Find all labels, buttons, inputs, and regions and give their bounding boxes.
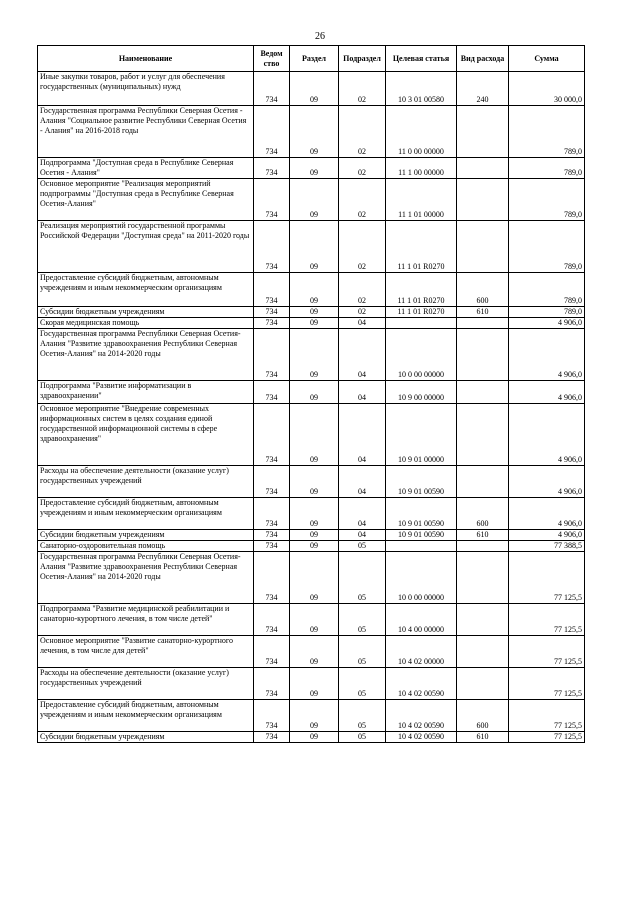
table-cell-name: Субсидии бюджетным учреждениям xyxy=(38,307,254,318)
table-cell-target: 11 1 00 00000 xyxy=(386,158,457,179)
table-cell-razdel: 09 xyxy=(290,541,339,552)
table-cell-vid xyxy=(457,318,509,329)
table-cell-podrazdel: 04 xyxy=(339,498,386,530)
table-cell-sum: 77 125,5 xyxy=(509,604,585,636)
table-cell-razdel: 09 xyxy=(290,604,339,636)
table-cell-sum: 77 125,5 xyxy=(509,636,585,668)
table-row xyxy=(38,541,585,552)
table-cell-target: 10 4 02 00590 xyxy=(386,732,457,743)
table-cell-vid: 610 xyxy=(457,732,509,743)
table-cell-podrazdel: 05 xyxy=(339,636,386,668)
table-cell-name: Подпрограмма "Доступная среда в Республике Северная Осетия - Алания" xyxy=(38,158,254,179)
table-cell-name: Санаторно-оздоровительная помощь xyxy=(38,541,254,552)
table-cell-podrazdel: 04 xyxy=(339,318,386,329)
table-row xyxy=(38,106,585,158)
table-cell-sum: 789,0 xyxy=(509,179,585,221)
table-cell-vedomstvo: 734 xyxy=(254,700,290,732)
table-cell-podrazdel: 04 xyxy=(339,404,386,466)
table-cell-vid xyxy=(457,552,509,604)
table-cell-vedomstvo: 734 xyxy=(254,106,290,158)
table-cell-vid xyxy=(457,636,509,668)
table-cell-sum: 4 906,0 xyxy=(509,404,585,466)
table-cell-sum: 789,0 xyxy=(509,273,585,307)
table-cell-sum: 789,0 xyxy=(509,307,585,318)
table-cell-name: Основное мероприятие "Развитие санаторно-курортного лечения, в том числе для детей" xyxy=(38,636,254,668)
header-row xyxy=(38,46,585,72)
table-cell-name: Государственная программа Республики Северная Осетия-Алания "Развитие здравоохранения Республики Северная Осетия-Алания" на 2014-2020 годы xyxy=(38,329,254,381)
table-cell-vid xyxy=(457,221,509,273)
table-row xyxy=(38,179,585,221)
table-cell-sum: 789,0 xyxy=(509,221,585,273)
table-cell-target: 11 1 01 R0270 xyxy=(386,307,457,318)
table-row xyxy=(38,604,585,636)
table-row xyxy=(38,498,585,530)
table-cell-sum: 77 125,5 xyxy=(509,700,585,732)
table-cell-razdel: 09 xyxy=(290,668,339,700)
table-row xyxy=(38,732,585,743)
table-cell-razdel: 09 xyxy=(290,329,339,381)
table-cell-target: 10 4 00 00000 xyxy=(386,604,457,636)
table-cell-vid xyxy=(457,404,509,466)
table-cell-target: 10 3 01 00580 xyxy=(386,72,457,106)
table-cell-vid: 610 xyxy=(457,307,509,318)
table-cell-sum: 77 125,5 xyxy=(509,732,585,743)
table-cell-podrazdel: 02 xyxy=(339,106,386,158)
table-cell-vid xyxy=(457,604,509,636)
table-cell-razdel: 09 xyxy=(290,498,339,530)
table-cell-vedomstvo: 734 xyxy=(254,307,290,318)
table-row xyxy=(38,700,585,732)
table-cell-target xyxy=(386,541,457,552)
table-cell-razdel: 09 xyxy=(290,732,339,743)
table-cell-vedomstvo: 734 xyxy=(254,530,290,541)
table-cell-razdel: 09 xyxy=(290,318,339,329)
table-cell-sum: 4 906,0 xyxy=(509,329,585,381)
table-cell-sum: 4 906,0 xyxy=(509,381,585,404)
table-cell-name: Предоставление субсидий бюджетным, автономным учреждениям и иным некоммерческим организациям xyxy=(38,273,254,307)
table-cell-vid: 610 xyxy=(457,530,509,541)
table-cell-vedomstvo: 734 xyxy=(254,541,290,552)
header-razdel: Раздел xyxy=(290,46,339,72)
table-cell-target: 11 0 00 00000 xyxy=(386,106,457,158)
table-body xyxy=(38,72,585,743)
table-row xyxy=(38,381,585,404)
table-cell-target: 10 4 02 00590 xyxy=(386,668,457,700)
table-cell-vedomstvo: 734 xyxy=(254,158,290,179)
table-cell-razdel: 09 xyxy=(290,466,339,498)
table-cell-podrazdel: 02 xyxy=(339,273,386,307)
table-cell-podrazdel: 05 xyxy=(339,732,386,743)
table-cell-razdel: 09 xyxy=(290,404,339,466)
table-cell-razdel: 09 xyxy=(290,307,339,318)
table-cell-razdel: 09 xyxy=(290,636,339,668)
table-cell-sum: 77 125,5 xyxy=(509,668,585,700)
table-cell-sum: 77 125,5 xyxy=(509,552,585,604)
table-cell-name: Подпрограмма "Развитие информатизации в здравоохранении" xyxy=(38,381,254,404)
table-cell-target: 11 1 01 00000 xyxy=(386,179,457,221)
table-cell-razdel: 09 xyxy=(290,72,339,106)
table-cell-target: 10 4 02 00000 xyxy=(386,636,457,668)
table-cell-vid xyxy=(457,668,509,700)
table-cell-sum: 789,0 xyxy=(509,106,585,158)
table-cell-name: Расходы на обеспечение деятельности (оказание услуг) государственных учреждений xyxy=(38,466,254,498)
table-cell-vid: 600 xyxy=(457,273,509,307)
table-cell-name: Государственная программа Республики Северная Осетия - Алания "Социальное развитие Республики Северная Осетия - Алания" на 2016-2018 годы xyxy=(38,106,254,158)
table-cell-target: 10 9 00 00000 xyxy=(386,381,457,404)
table-cell-sum: 4 906,0 xyxy=(509,498,585,530)
table-cell-podrazdel: 02 xyxy=(339,179,386,221)
table-cell-vedomstvo: 734 xyxy=(254,318,290,329)
table-row xyxy=(38,530,585,541)
table-cell-podrazdel: 04 xyxy=(339,329,386,381)
table-cell-target: 10 0 00 00000 xyxy=(386,552,457,604)
table-cell-name: Иные закупки товаров, работ и услуг для обеспечения государственных (муниципальных) нужд xyxy=(38,72,254,106)
table-cell-razdel: 09 xyxy=(290,552,339,604)
table-cell-name: Предоставление субсидий бюджетным, автономным учреждениям и иным некоммерческим организациям xyxy=(38,498,254,530)
table-cell-vedomstvo: 734 xyxy=(254,668,290,700)
table-cell-sum: 4 906,0 xyxy=(509,466,585,498)
table-cell-name: Субсидии бюджетным учреждениям xyxy=(38,732,254,743)
table-row xyxy=(38,72,585,106)
table-cell-target: 10 9 01 00590 xyxy=(386,498,457,530)
page-number: 26 xyxy=(315,31,325,42)
table-row xyxy=(38,466,585,498)
header-podrazdel: Подраздел xyxy=(339,46,386,72)
table-cell-vedomstvo: 734 xyxy=(254,329,290,381)
table-row xyxy=(38,221,585,273)
budget-table xyxy=(37,45,585,743)
table-cell-target: 10 4 02 00590 xyxy=(386,700,457,732)
table-cell-name: Предоставление субсидий бюджетным, автономным учреждениям и иным некоммерческим организациям xyxy=(38,700,254,732)
table-cell-vedomstvo: 734 xyxy=(254,552,290,604)
table-cell-vid xyxy=(457,106,509,158)
table-cell-name: Реализация мероприятий государственной программы Российской Федерации "Доступная среда" на 2011-2020 годы xyxy=(38,221,254,273)
table-cell-podrazdel: 04 xyxy=(339,466,386,498)
table-row xyxy=(38,636,585,668)
table-row xyxy=(38,404,585,466)
table-cell-name: Основное мероприятие "Внедрение современных информационных систем в целях создания единой государственной информационной системы в сфере здравоохранения" xyxy=(38,404,254,466)
table-cell-vid xyxy=(457,466,509,498)
table-cell-name: Основное мероприятие "Реализация мероприятий подпрограммы "Доступная среда в Республике Северная Осетия-Алания" xyxy=(38,179,254,221)
table-cell-podrazdel: 04 xyxy=(339,381,386,404)
table-cell-sum: 77 388,5 xyxy=(509,541,585,552)
table-cell-podrazdel: 04 xyxy=(339,530,386,541)
table-cell-podrazdel: 05 xyxy=(339,552,386,604)
table-row xyxy=(38,329,585,381)
table-cell-target: 10 9 01 00000 xyxy=(386,404,457,466)
table-row xyxy=(38,273,585,307)
table-cell-vid xyxy=(457,541,509,552)
table-cell-name: Подпрограмма "Развитие медицинской реабилитации и санаторно-курортного лечения, в том числе детей" xyxy=(38,604,254,636)
table-cell-vedomstvo: 734 xyxy=(254,636,290,668)
table-cell-podrazdel: 02 xyxy=(339,72,386,106)
header-vid: Вид расхода xyxy=(457,46,509,72)
table-cell-sum: 4 906,0 xyxy=(509,530,585,541)
table-cell-vedomstvo: 734 xyxy=(254,179,290,221)
table-cell-razdel: 09 xyxy=(290,158,339,179)
table-cell-name: Скорая медицинская помощь xyxy=(38,318,254,329)
table-cell-podrazdel: 02 xyxy=(339,158,386,179)
table-cell-vedomstvo: 734 xyxy=(254,221,290,273)
table-cell-razdel: 09 xyxy=(290,106,339,158)
table-row xyxy=(38,668,585,700)
table-cell-vedomstvo: 734 xyxy=(254,466,290,498)
table-cell-razdel: 09 xyxy=(290,273,339,307)
table-cell-vedomstvo: 734 xyxy=(254,72,290,106)
table-cell-sum: 789,0 xyxy=(509,158,585,179)
table-cell-razdel: 09 xyxy=(290,179,339,221)
table-cell-razdel: 09 xyxy=(290,381,339,404)
table-cell-target xyxy=(386,318,457,329)
table-row xyxy=(38,318,585,329)
table-cell-vid xyxy=(457,158,509,179)
table-cell-name: Расходы на обеспечение деятельности (оказание услуг) государственных учреждений xyxy=(38,668,254,700)
table-row xyxy=(38,307,585,318)
header-name: Наименование xyxy=(38,46,254,72)
table-cell-name: Субсидии бюджетным учреждениям xyxy=(38,530,254,541)
table-cell-target: 10 0 00 00000 xyxy=(386,329,457,381)
table-cell-vid xyxy=(457,179,509,221)
table-cell-name: Государственная программа Республики Северная Осетия-Алания "Развитие здравоохранения Республики Северная Осетия-Алания" на 2014-2020 годы xyxy=(38,552,254,604)
table-cell-target: 10 9 01 00590 xyxy=(386,530,457,541)
table-cell-vid xyxy=(457,381,509,404)
table-cell-podrazdel: 05 xyxy=(339,541,386,552)
table-cell-vid: 600 xyxy=(457,700,509,732)
table-cell-vid xyxy=(457,329,509,381)
table-cell-vedomstvo: 734 xyxy=(254,381,290,404)
table-cell-razdel: 09 xyxy=(290,221,339,273)
table-cell-target: 11 1 01 R0270 xyxy=(386,273,457,307)
table-cell-vedomstvo: 734 xyxy=(254,498,290,530)
table-cell-podrazdel: 05 xyxy=(339,668,386,700)
header-summa: Сумма xyxy=(509,46,585,72)
table-cell-vid: 600 xyxy=(457,498,509,530)
table-cell-target: 11 1 01 R0270 xyxy=(386,221,457,273)
table-row xyxy=(38,552,585,604)
table-row xyxy=(38,158,585,179)
table-cell-razdel: 09 xyxy=(290,530,339,541)
table-cell-podrazdel: 05 xyxy=(339,700,386,732)
table-cell-vedomstvo: 734 xyxy=(254,273,290,307)
table-cell-vedomstvo: 734 xyxy=(254,732,290,743)
table-cell-podrazdel: 02 xyxy=(339,307,386,318)
header-vedomstvo: Ведом ство xyxy=(254,46,290,72)
table-cell-vid: 240 xyxy=(457,72,509,106)
table-cell-podrazdel: 05 xyxy=(339,604,386,636)
table-cell-podrazdel: 02 xyxy=(339,221,386,273)
table-cell-vedomstvo: 734 xyxy=(254,404,290,466)
table-cell-sum: 30 000,0 xyxy=(509,72,585,106)
table-cell-sum: 4 906,0 xyxy=(509,318,585,329)
table-cell-target: 10 9 01 00590 xyxy=(386,466,457,498)
table-cell-razdel: 09 xyxy=(290,700,339,732)
table-cell-vedomstvo: 734 xyxy=(254,604,290,636)
header-target: Целевая статья xyxy=(386,46,457,72)
